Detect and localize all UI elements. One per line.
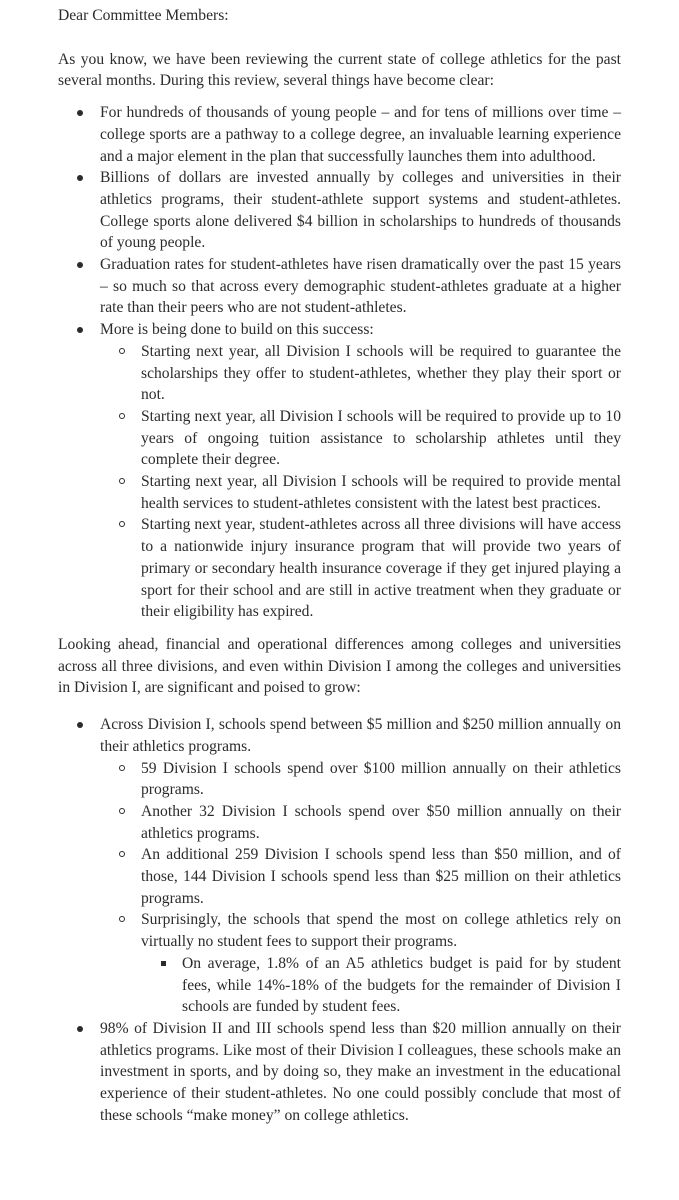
list-item: More is being done to build on this success: Starting next year, all Division I schools will be required to guarantee the scholarships they offer to student-athletes, whether they play their sport or not. Starting next year, all Division I schools will be required to provide up to 10 years of ongoing tuition assistance to scholarship athletes until they complete their degree. Starting next year, all Division I schools will be required to provide mental health services to student-athletes consistent with the latest best practices. Starting next year, student-athletes across all three divisions will have access to a nationwide injury insurance program that will provide two years of primary or secondary health insurance coverage if they get injured playing a sport for their school and are still in active treatment when they graduate or their eligibility has expired. [58,319,621,623]
sub-list-item: Starting next year, all Division I schools will be required to guarantee the scholarships they offer to student-athletes, whether they play their sport or not. [100,341,621,406]
sub-list-item: Surprisingly, the schools that spend the most on college athletics rely on virtually no student fees to support their programs. On average, 1.8% of an A5 athletics budget is paid for by student fees, while 14%-18% of the budgets for the remainder of Division I schools are funded by student fees. [100,909,621,1018]
list-item: For hundreds of thousands of young people – and for tens of millions over time – college sports are a pathway to a college degree, an invaluable learning experience and a major element in the plan that successfully launches them into adulthood. [58,102,621,167]
list-item: Billions of dollars are invested annually by colleges and universities in their athletics programs, their student-athlete support systems and student-athletes. College sports alone delivered $4 billion in scholarships to hundreds of thousands of young people. [58,167,621,254]
bullet-disc-icon [77,110,83,116]
spending-list [58,714,621,1126]
bullet-circle-icon [119,765,125,771]
list-item: 98% of Division II and III schools spend less than $20 million annually on their athletics programs. Like most of their Division I colleagues, these schools make an investment in sports, and by doing so, they make an investment in the educational experience of their student-athletes. No one could possibly conclude that most of these schools “make money” on college athletics. [58,1018,621,1127]
sub-list-item: 59 Division I schools spend over $100 million annually on their athletics programs. [100,758,621,801]
sub-list-item: Starting next year, student-athletes across all three divisions will have access to a nationwide injury insurance program that will provide two years of primary or secondary health insurance coverage if they get injured playing a sport for their school and are still in active treatment when they graduate or their eligibility has expired. [100,514,621,623]
bullet-circle-icon [119,478,125,484]
sub-sub-list-item: On average, 1.8% of an A5 athletics budget is paid for by student fees, while 14%-18% of the budgets for the remainder of Division I schools are funded by student fees. [141,953,621,1018]
list-item: Graduation rates for student-athletes have risen dramatically over the past 15 years – so much so that across every demographic student-athletes graduate at a higher rate than their peers who are not student-athletes. [58,254,621,319]
bullet-disc-icon [77,1026,83,1032]
sub-list-item: Starting next year, all Division I schools will be required to provide mental health services to student-athletes consistent with the latest best practices. [100,471,621,514]
bullet-disc-icon [77,175,83,181]
salutation: Dear Committee Members: [58,7,229,24]
bullet-circle-icon [119,851,125,857]
bullet-square-icon [161,961,166,966]
list-item: Across Division I, schools spend between $5 million and $250 million annually on their athletics programs. 59 Division I schools spend over $100 million annually on their athletics programs. Another 32 Division I schools spend over $50 million annually on their athletics programs. An additional 259 Division I schools spend less than $50 million, and of those, 144 Division I schools spend less than $25 million on their athletics programs. Surprisingly, the schools that spend the most on college athletics rely on virtually no student fees to support their programs. On average, 1.8% of an A5 athletics budget is paid for by student fees, while 14%-18% of the budgets for the remainder of Division I schools are funded by student fees. [58,714,621,1018]
fees-sublist [141,953,621,1018]
sub-list-item: Another 32 Division I schools spend over $50 million annually on their athletics programs. [100,801,621,844]
intro-paragraph: As you know, we have been reviewing the current state of college athletics for the past several months. During this review, several things have become clear: [58,50,621,90]
sub-list-item: An additional 259 Division I schools spend less than $50 million, and of those, 144 Division I schools spend less than $25 million on their athletics programs. [100,844,621,909]
spending-sublist [100,758,621,1018]
looking-ahead-paragraph: Looking ahead, financial and operational differences among colleges and universities across all three divisions, and even within Division I among the colleges and universities in Division I, are significant and poised to grow: [58,635,621,697]
bullet-disc-icon [77,722,83,728]
findings-list [58,102,621,623]
bullet-disc-icon [77,262,83,268]
bullet-circle-icon [119,521,125,527]
success-sublist [100,341,621,623]
sub-list-item: Starting next year, all Division I schools will be required to provide up to 10 years of ongoing tuition assistance to scholarship athletes until they complete their degree. [100,406,621,471]
bullet-circle-icon [119,916,125,922]
bullet-disc-icon [77,327,83,333]
bullet-circle-icon [119,348,125,354]
bullet-circle-icon [119,413,125,419]
bullet-circle-icon [119,808,125,814]
